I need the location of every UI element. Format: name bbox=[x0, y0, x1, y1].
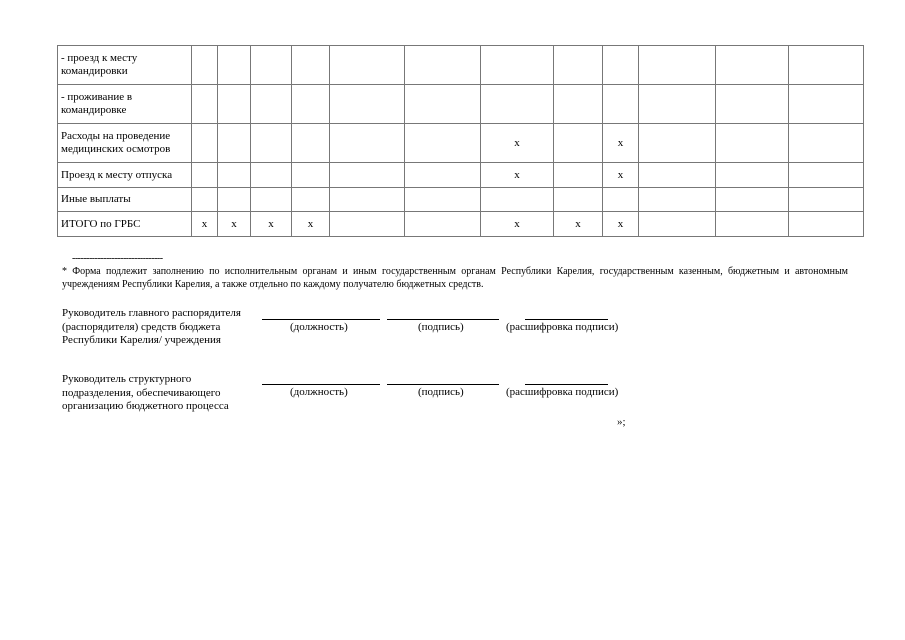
table-cell bbox=[292, 46, 330, 85]
table-cell bbox=[789, 124, 864, 163]
table-cell bbox=[330, 163, 405, 188]
table-cell: x bbox=[192, 212, 218, 237]
table-cell bbox=[405, 46, 481, 85]
signature-1-name-caption: (расшифровка подписи) bbox=[506, 321, 619, 333]
table-cell: x bbox=[603, 124, 639, 163]
table-body bbox=[58, 46, 864, 237]
table-cell bbox=[405, 124, 481, 163]
table-cell bbox=[554, 46, 603, 85]
table-cell bbox=[603, 85, 639, 124]
signature-1-position-line bbox=[262, 319, 380, 320]
table-row bbox=[58, 188, 864, 212]
table-cell bbox=[639, 85, 716, 124]
table-cell bbox=[251, 85, 292, 124]
footnote-separator: -------------------------------- bbox=[72, 253, 163, 264]
table-cell bbox=[639, 212, 716, 237]
table-cell bbox=[251, 46, 292, 85]
table-cell: x bbox=[251, 212, 292, 237]
table-cell bbox=[330, 212, 405, 237]
table-cell: x bbox=[603, 163, 639, 188]
table-cell bbox=[192, 163, 218, 188]
table-cell bbox=[192, 124, 218, 163]
table-cell bbox=[716, 46, 789, 85]
signature-1-position-caption: (должность) bbox=[290, 321, 348, 333]
table-cell bbox=[192, 46, 218, 85]
signature-2-name-caption: (расшифровка подписи) bbox=[506, 386, 619, 398]
table-cell: x bbox=[481, 124, 554, 163]
table-cell bbox=[405, 188, 481, 212]
table-cell bbox=[330, 46, 405, 85]
signature-2-position-caption: (должность) bbox=[290, 386, 348, 398]
table-cell: x bbox=[481, 212, 554, 237]
table-row bbox=[58, 124, 864, 163]
table-cell bbox=[481, 188, 554, 212]
table-cell bbox=[716, 85, 789, 124]
expenses-table bbox=[57, 45, 864, 237]
table-cell bbox=[603, 188, 639, 212]
table-cell: x bbox=[554, 212, 603, 237]
table-cell bbox=[554, 163, 603, 188]
table-cell bbox=[330, 188, 405, 212]
signature-2-name-line bbox=[525, 384, 608, 385]
table-cell bbox=[789, 188, 864, 212]
table-cell bbox=[481, 46, 554, 85]
table-cell bbox=[405, 85, 481, 124]
table-cell bbox=[789, 163, 864, 188]
table-cell bbox=[789, 85, 864, 124]
table-cell bbox=[716, 124, 789, 163]
table-cell bbox=[639, 124, 716, 163]
table-cell bbox=[639, 188, 716, 212]
row-label: - проживание в командировке bbox=[58, 85, 192, 124]
table-cell bbox=[218, 85, 251, 124]
table-cell: x bbox=[481, 163, 554, 188]
table-cell: x bbox=[292, 212, 330, 237]
table-cell bbox=[218, 163, 251, 188]
table-cell bbox=[251, 124, 292, 163]
table-cell bbox=[603, 46, 639, 85]
footnote-text: * Форма подлежит заполнению по исполнительным органам и иным государственным органам Республики Карелия, государственным казенным, бюджетным и автономным учреждениям Республики Карелия, а также отдельно по каждому получателю бюджетных средств. bbox=[62, 266, 848, 290]
table-cell bbox=[789, 212, 864, 237]
table-cell bbox=[330, 124, 405, 163]
table-cell bbox=[405, 212, 481, 237]
signature-2-label: Руководитель структурного подразделения, обеспечивающего организацию бюджетного процесса bbox=[62, 373, 229, 412]
signature-1-name-line bbox=[525, 319, 608, 320]
signature-1-signature-caption: (подпись) bbox=[418, 321, 464, 333]
table-cell bbox=[639, 46, 716, 85]
table-cell bbox=[716, 212, 789, 237]
row-label: Расходы на проведение медицинских осмотров bbox=[58, 124, 192, 163]
table-cell bbox=[554, 188, 603, 212]
table-cell bbox=[192, 85, 218, 124]
table-row bbox=[58, 163, 864, 188]
row-label: Иные выплаты bbox=[58, 188, 192, 212]
table-cell bbox=[192, 188, 218, 212]
row-label: - проезд к месту командировки bbox=[58, 46, 192, 85]
table-cell bbox=[251, 188, 292, 212]
table-row bbox=[58, 85, 864, 124]
table-cell bbox=[218, 124, 251, 163]
table-cell bbox=[292, 188, 330, 212]
table-cell bbox=[405, 163, 481, 188]
signature-2-signature-caption: (подпись) bbox=[418, 386, 464, 398]
row-label: ИТОГО по ГРБС bbox=[58, 212, 192, 237]
table-cell bbox=[554, 124, 603, 163]
table-cell bbox=[716, 188, 789, 212]
row-label: Проезд к месту отпуска bbox=[58, 163, 192, 188]
signature-1-signature-line bbox=[387, 319, 499, 320]
table-cell bbox=[292, 124, 330, 163]
table-cell: x bbox=[218, 212, 251, 237]
table-row bbox=[58, 212, 864, 237]
table-cell bbox=[481, 85, 554, 124]
table-cell bbox=[554, 85, 603, 124]
table-cell bbox=[292, 163, 330, 188]
table-cell bbox=[218, 188, 251, 212]
signature-1-label: Руководитель главного распорядителя (распорядителя) средств бюджета Республики Карелия/ учреждения bbox=[62, 307, 241, 346]
table-cell bbox=[639, 163, 716, 188]
closing-quote: »; bbox=[617, 416, 626, 428]
table-cell bbox=[330, 85, 405, 124]
signature-2-signature-line bbox=[387, 384, 499, 385]
table-cell bbox=[789, 46, 864, 85]
table-cell bbox=[292, 85, 330, 124]
table-row bbox=[58, 46, 864, 85]
table-cell bbox=[716, 163, 789, 188]
table-cell bbox=[251, 163, 292, 188]
table-cell bbox=[218, 46, 251, 85]
signature-2-position-line bbox=[262, 384, 380, 385]
table-cell: x bbox=[603, 212, 639, 237]
